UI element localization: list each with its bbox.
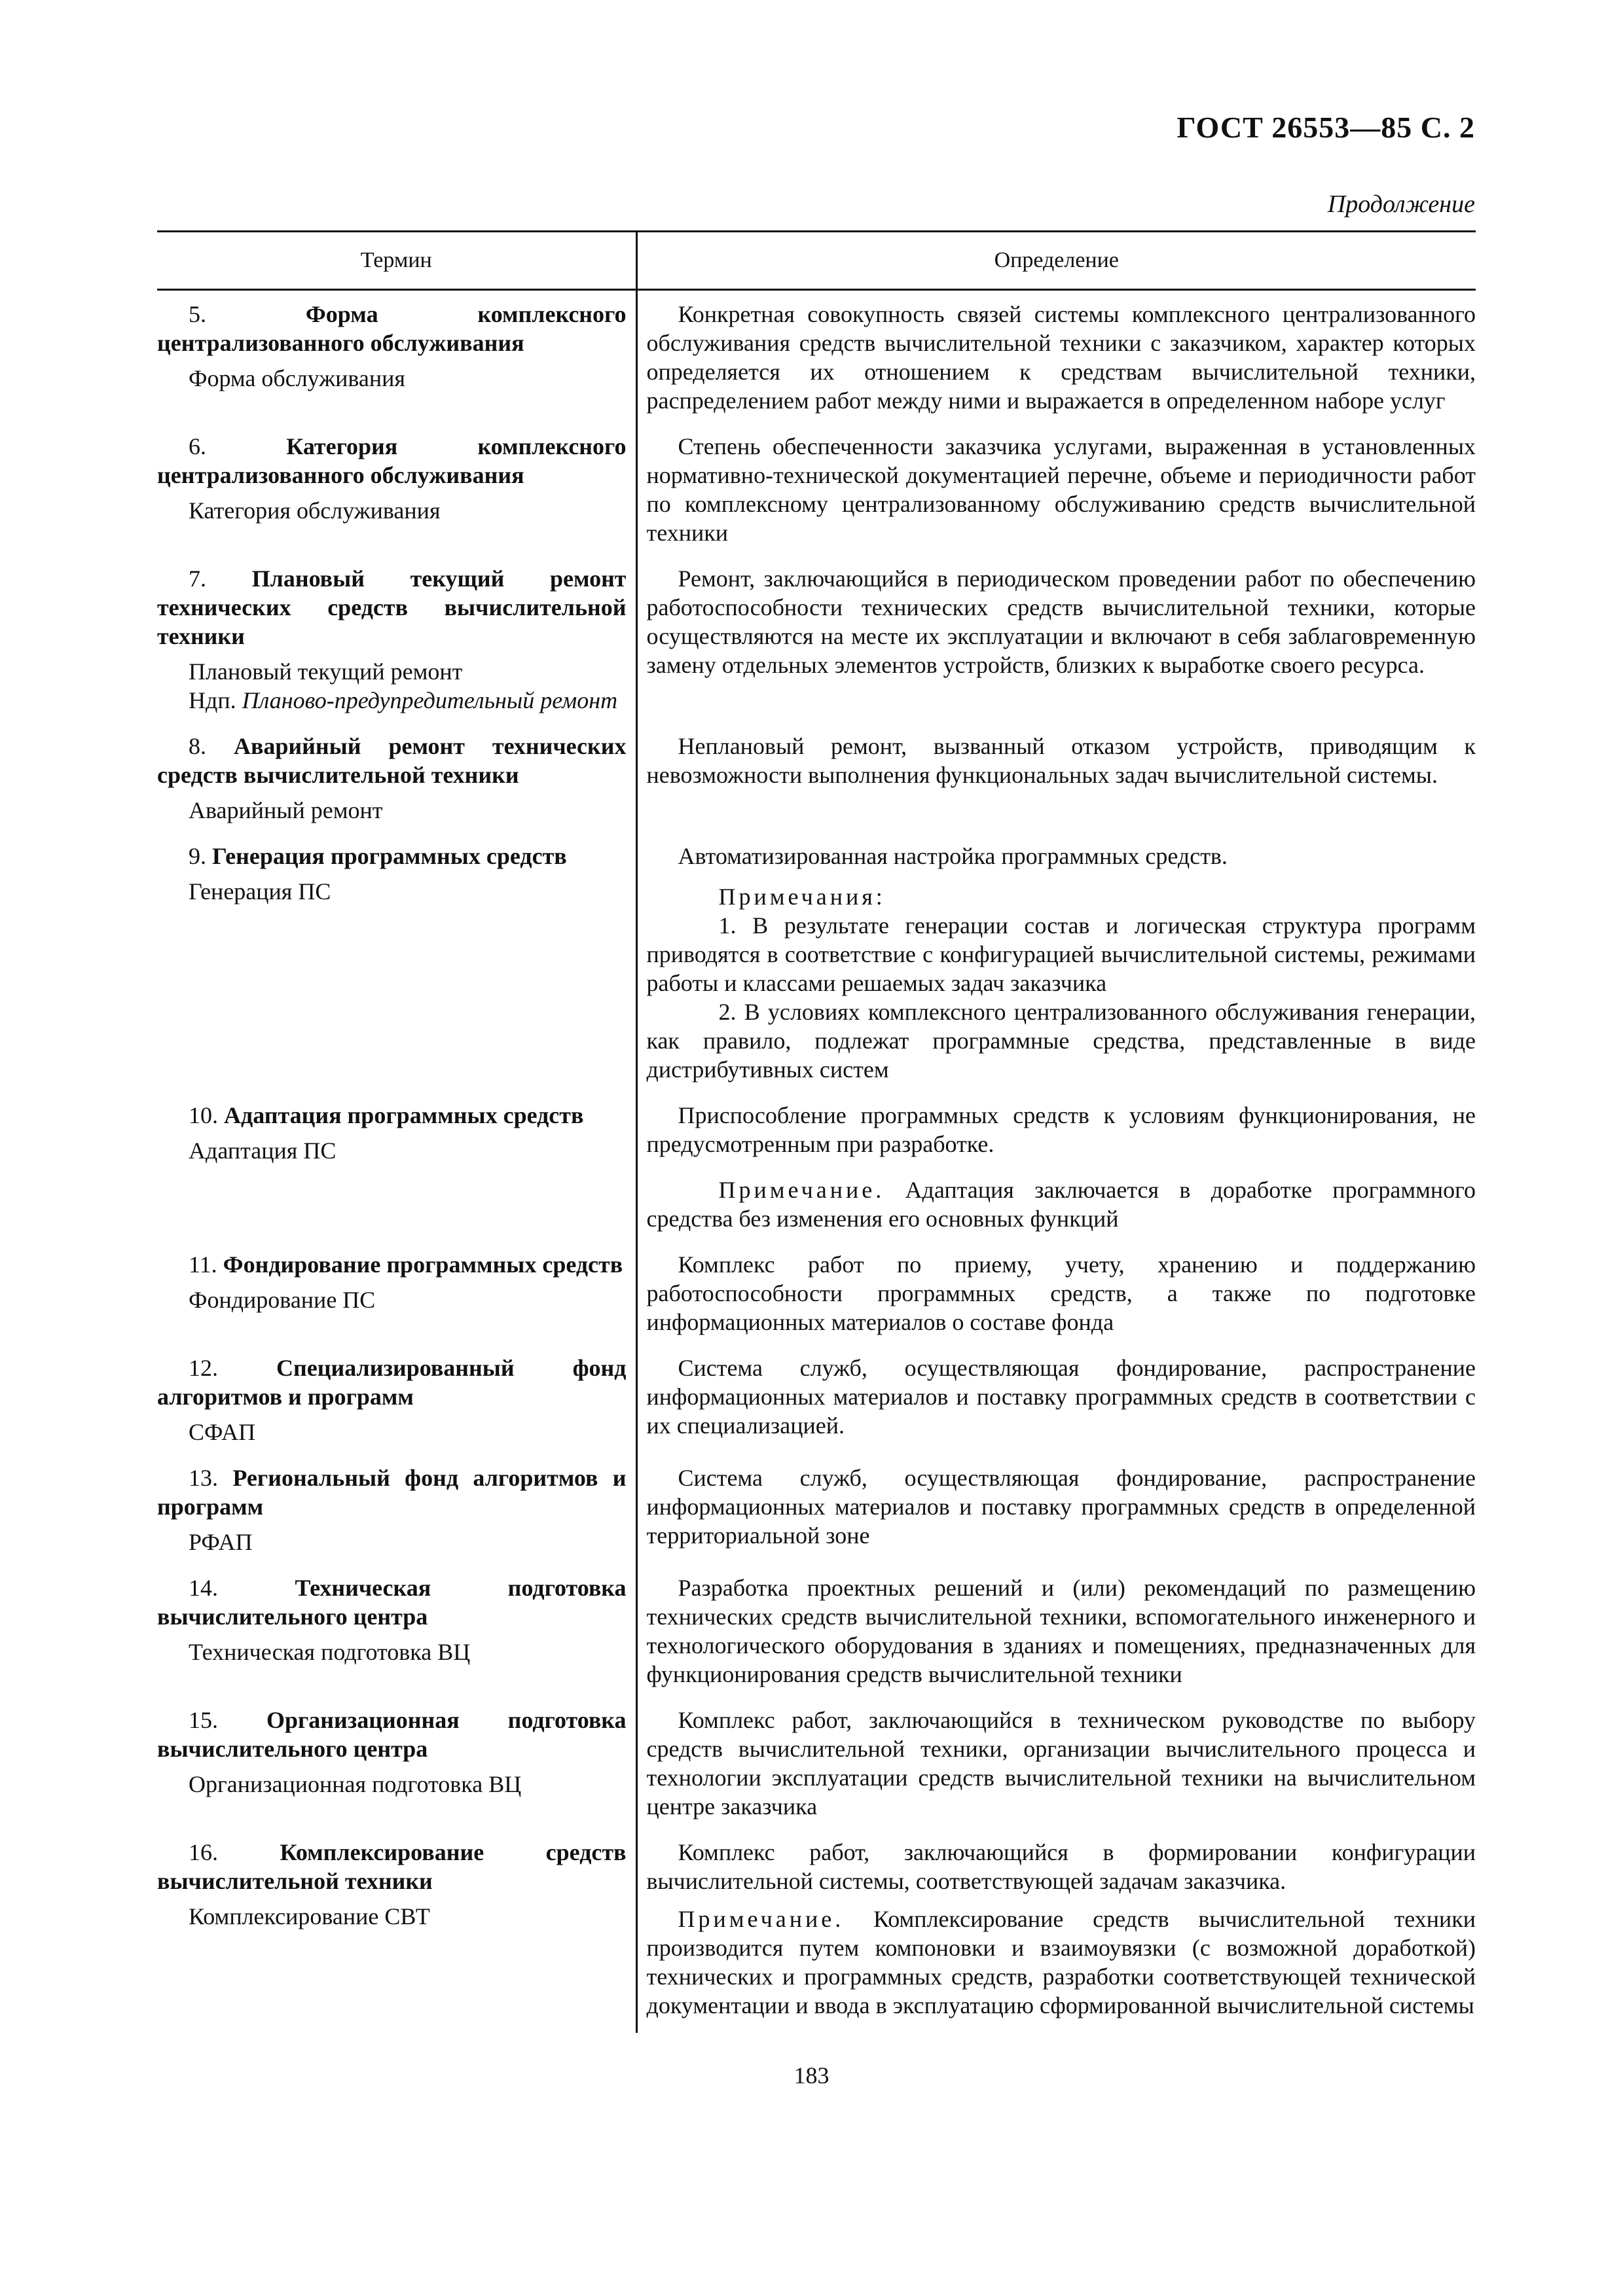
- term-number: 13.: [189, 1465, 218, 1491]
- deprecated-term: [157, 686, 627, 715]
- term-number: 9.: [189, 843, 206, 869]
- term-number: 12.: [189, 1355, 218, 1381]
- table-row: [157, 1246, 1476, 1350]
- definition-text: Степень обеспеченности заказчика услугами, выраженная в установленных нормативно-технической документацией перечне, объеме и периодичности работ по комплексному централизованному обслуживанию средств вычислительной техники: [646, 433, 1476, 546]
- table-row: [157, 1570, 1476, 1702]
- term-number: 16.: [189, 1839, 218, 1865]
- definition-cell: [636, 728, 1476, 838]
- term-short-form: Аварийный ремонт: [189, 797, 383, 823]
- note-label: Примечание.: [678, 1906, 845, 1932]
- term-name: Форма комплексного централизованного обслуживания: [157, 301, 627, 356]
- term-title: [157, 732, 627, 789]
- term-title: [157, 1463, 627, 1521]
- term-short-form: СФАП: [189, 1419, 256, 1445]
- table-header-row: [157, 232, 1476, 290]
- table-row: [157, 1834, 1476, 2033]
- definition-cell: [636, 1246, 1476, 1350]
- term-title: [157, 1250, 627, 1279]
- term-name: Фондирование программных средств: [223, 1251, 623, 1278]
- definition-cell: [636, 1350, 1476, 1460]
- term-short-form: Адаптация ПС: [189, 1138, 337, 1164]
- term-short-form: Фондирование ПС: [189, 1287, 376, 1313]
- definition-cell: [636, 1570, 1476, 1702]
- term-cell: [157, 838, 636, 1097]
- notes-heading: Примечания:: [718, 884, 886, 910]
- note-item: 1. В результате генерации состав и логическая структура программ приводятся в соответствие с конфигурацией вычислительной системы, режимами работы и классами решаемых задач заказчика: [646, 912, 1476, 996]
- definition-cell: [636, 560, 1476, 728]
- definition-text: Система служб, осуществляющая фондирование, распространение информационных материалов и поставку программных средств в соответствии с их специализацией.: [646, 1355, 1476, 1439]
- term-title: [157, 1573, 627, 1631]
- term-short-form: Форма обслуживания: [189, 365, 405, 391]
- table-row: [157, 560, 1476, 728]
- term-title: [157, 432, 627, 490]
- definition-cell: [636, 838, 1476, 1097]
- term-title: [157, 300, 627, 357]
- note-item: 2. В условиях комплексного централизованного обслуживания генерации, как правило, подлежат программные средства, представленные в виде дистрибутивных систем: [646, 999, 1476, 1083]
- term-short-form: Генерация ПС: [189, 878, 331, 905]
- term-title: [157, 1838, 627, 1895]
- definition-text: Система служб, осуществляющая фондирование, распространение информационных материалов и поставку программных средств в определенной территориальной зоне: [646, 1465, 1476, 1549]
- term-name: Адаптация программных средств: [224, 1102, 584, 1128]
- term-short-form: РФАП: [189, 1529, 253, 1555]
- term-number: 14.: [189, 1575, 218, 1601]
- table-row: [157, 1702, 1476, 1834]
- definition-text: Комплекс работ, заключающийся в техническом руководстве по выбору средств вычислительной техники, организации вычислительного процесса и технологии эксплуатации средств вычислительной техники на вычислительном центре заказчика: [646, 1707, 1476, 1820]
- term-name: Комплексирование средств вычислительной техники: [157, 1839, 627, 1894]
- definition-text: Неплановый ремонт, вызванный отказом устройств, приводящим к невозможности выполнения функциональных задач вычислительной системы.: [646, 733, 1476, 788]
- definition-text: Автоматизированная настройка программных средств.: [678, 843, 1228, 869]
- definition-cell: [636, 1097, 1476, 1246]
- note: [647, 1905, 1476, 2020]
- term-cell: [157, 1460, 636, 1570]
- term-short-form: Комплексирование СВТ: [189, 1903, 430, 1929]
- table-row: [157, 1460, 1476, 1570]
- term-cell: [157, 290, 636, 429]
- term-title: [157, 1354, 627, 1411]
- column-header-definition: Определение: [636, 232, 1476, 290]
- term-name: Специализированный фонд алгоритмов и программ: [157, 1355, 627, 1410]
- term-number: 15.: [189, 1707, 218, 1733]
- note-label: Примечание.: [718, 1177, 885, 1203]
- note: [647, 1175, 1476, 1233]
- term-cell: [157, 1097, 636, 1246]
- terms-table-container: [157, 230, 1476, 2033]
- note-text: Комплексирование средств вычислительной техники производится путем компоновки и взаимоувязки (с возможной доработкой) технических и программных средств, разработки соответствующей технической документации и ввода в эксплуатацию сформированной вычислительной системы: [646, 1906, 1476, 2018]
- term-number: 10.: [189, 1102, 218, 1128]
- term-cell: [157, 1834, 636, 2033]
- term-cell: [157, 1570, 636, 1702]
- definition-cell: [636, 1460, 1476, 1570]
- term-cell: [157, 728, 636, 838]
- term-cell: [157, 1702, 636, 1834]
- continuation-label: Продолжение: [1327, 190, 1475, 218]
- table-row: [157, 290, 1476, 429]
- table-row: [157, 428, 1476, 560]
- term-short-form: Категория обслуживания: [189, 497, 441, 524]
- definition-cell: [636, 290, 1476, 429]
- term-number: 7.: [189, 565, 206, 592]
- term-short-form: Плановый текущий ремонт: [189, 658, 463, 685]
- definition-text: Разработка проектных решений и (или) рекомендаций по размещению технических средств вычислительной техники, вспомогательного инженерного и технологического оборудования в зданиях и помещениях, предназначенных для функционирования средств вычислительной техники: [646, 1575, 1476, 1687]
- definition-text: Комплекс работ, заключающийся в формировании конфигурации вычислительной системы, соответствующей задачам заказчика.: [646, 1839, 1476, 1894]
- definition-cell: [636, 1702, 1476, 1834]
- term-cell: [157, 1246, 636, 1350]
- table-row: [157, 838, 1476, 1097]
- term-name: Плановый текущий ремонт технических средств вычислительной техники: [157, 565, 627, 649]
- deprecated-term-name: Планово-предупредительный ремонт: [242, 687, 618, 713]
- term-title: [157, 1101, 627, 1130]
- definition-cell: [636, 1834, 1476, 2033]
- table-row: [157, 728, 1476, 838]
- deprecated-label: Ндп.: [189, 687, 236, 713]
- term-number: 8.: [189, 733, 206, 759]
- terms-table: [157, 230, 1476, 2033]
- page-number: 183: [793, 2062, 830, 2089]
- term-name: Региональный фонд алгоритмов и программ: [157, 1465, 627, 1520]
- definition-cell: [636, 428, 1476, 560]
- column-header-term: Термин: [157, 232, 636, 290]
- term-name: Организационная подготовка вычислительного центра: [157, 1707, 627, 1762]
- term-short-form: Техническая подготовка ВЦ: [189, 1639, 471, 1665]
- term-cell: [157, 428, 636, 560]
- term-name: Техническая подготовка вычислительного центра: [157, 1575, 627, 1630]
- term-title: [157, 1706, 627, 1763]
- definition-text: Комплекс работ по приему, учету, хранению и поддержанию работоспособности программных средств, а также по подготовке информационных материалов о составе фонда: [646, 1251, 1476, 1335]
- term-name: Аварийный ремонт технических средств вычислительной техники: [157, 733, 627, 788]
- note-text: Адаптация заключается в доработке программного средства без изменения его основных функций: [646, 1177, 1476, 1232]
- term-number: 5.: [189, 301, 206, 327]
- term-cell: [157, 560, 636, 728]
- definition-text: Конкретная совокупность связей системы комплексного централизованного обслуживания средств вычислительной техники с заказчиком, характер которых определяется их отношением к средствам вычислительной техники, распределением работ между ними и выражается в определенном наборе услуг: [646, 301, 1476, 414]
- term-name: Категория комплексного централизованного обслуживания: [157, 433, 627, 488]
- term-title: [157, 564, 627, 651]
- term-number: 11.: [189, 1251, 217, 1278]
- definition-text: Приспособление программных средств к условиям функционирования, не предусмотренным при разработке.: [646, 1102, 1476, 1157]
- term-name: Генерация программных средств: [212, 843, 567, 869]
- table-row: [157, 1097, 1476, 1246]
- term-title: [157, 842, 627, 870]
- definition-text: Ремонт, заключающийся в периодическом проведении работ по обеспечению работоспособности технических средств вычислительной техники, которые осуществляются на месте их эксплуатации и включают в себя заблаговременную замену отдельных элементов устройств, близких к выработке своего ресурса.: [646, 565, 1476, 678]
- table-row: [157, 1350, 1476, 1460]
- term-short-form: Организационная подготовка ВЦ: [189, 1771, 522, 1797]
- term-number: 6.: [189, 433, 206, 459]
- term-cell: [157, 1350, 636, 1460]
- document-header: ГОСТ 26553—85 С. 2: [1176, 111, 1475, 144]
